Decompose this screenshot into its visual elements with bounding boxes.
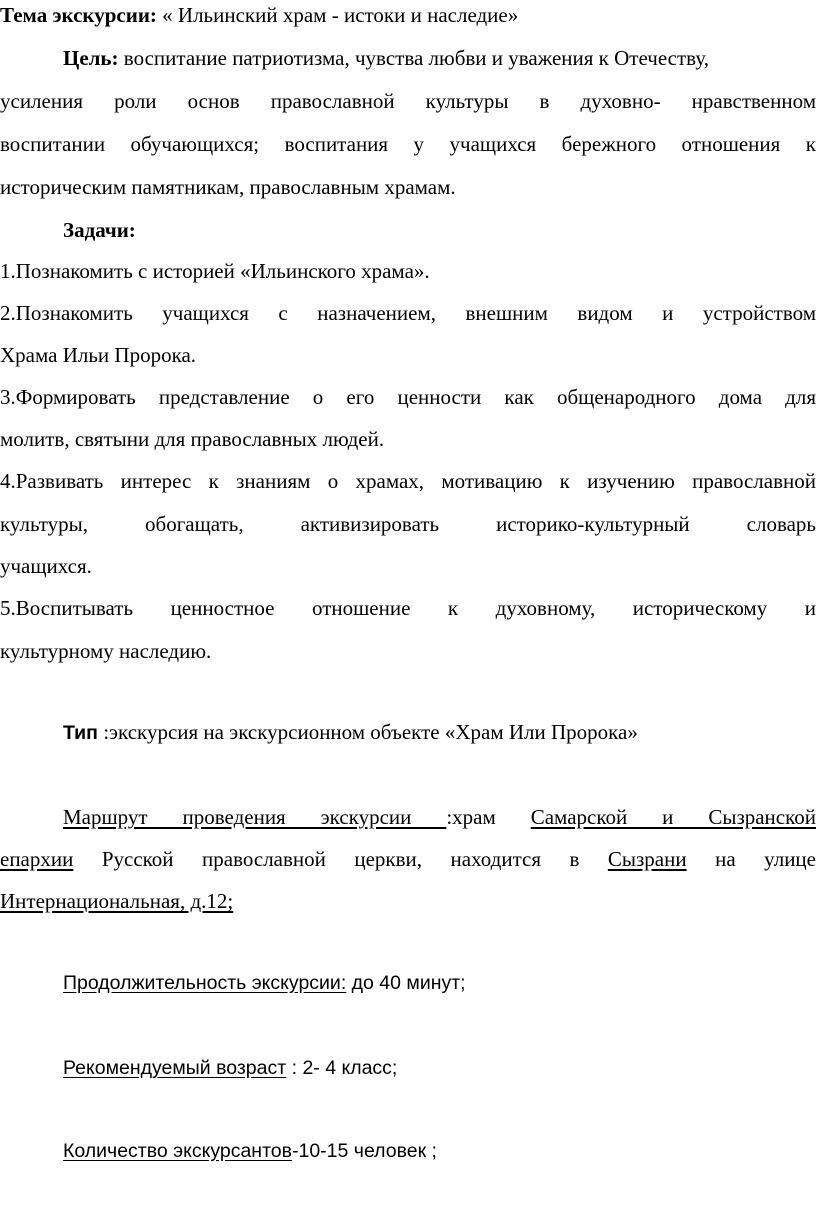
duration-line [63,970,816,996]
goal-text-1: воспитание патриотизма, чувства любви и уважения к Отечеству, [118,46,710,70]
route-line-1 [63,804,816,830]
tasks-heading: Задачи: [63,218,136,242]
count-value: -10-15 человек ; [292,1140,437,1162]
task-2-line-1: 2.Познакомить учащихся с назначением, внешним видом и устройством [0,301,816,325]
route-text-3: на улице [686,847,816,871]
age-label: Рекомендуемый возраст [63,1057,287,1079]
route-address-link[interactable]: Интернациональная, д.12; [0,889,234,913]
type-line [63,719,816,746]
count-label: Количество экскурсантов [63,1140,292,1162]
route-text-2: Русской православной церкви, находится в [73,847,608,871]
task-4-line-1: 4.Развивать интерес к знаниям о храмах, мотивацию к изучению православной [0,469,816,493]
route-city-link[interactable]: Сызрани [607,847,687,871]
theme-line [0,2,816,28]
age-line [63,1055,816,1081]
goal-line-4: историческим памятникам, православным храмам. [0,175,456,199]
task-3-line-1: 3.Формировать представление о его ценности как общенародного дома для [0,385,816,409]
type-label: Тип [63,722,98,744]
task-4-line-2: культуры, обогащать, активизировать историко-культурный словарь [0,512,816,536]
route-line-2 [0,846,816,872]
theme-label: Тема экскурсии: [0,3,157,27]
task-5-line-2: культурному наследию. [0,639,212,663]
task-5-line-1: 5.Воспитывать ценностное отношение к духовному, историческому и [0,596,816,620]
type-value: :экскурсия на экскурсионном объекте «Храм Или Пророка» [97,720,638,744]
task-3-line-2: молитв, святыни для православных людей. [0,427,385,451]
age-value: : 2- 4 класс; [286,1057,398,1079]
route-label: Маршрут проведения экскурсии [63,805,447,829]
task-2-line-2: Храма Ильи Пророка. [0,343,197,367]
route-diocese-link[interactable]: Самарской и Сызранской [530,805,816,829]
goal-line-1 [63,45,816,71]
goal-line-3: воспитании обучающихся; воспитания у учащихся бережного отношения к [0,132,816,156]
duration-label: Продолжительность экскурсии: [63,972,347,994]
route-eparchy-link[interactable]: епархии [0,847,74,871]
duration-value: до 40 минут; [346,972,466,994]
theme-value: « Ильинский храм - истоки и наследие» [156,3,519,27]
route-text-1: :храм [446,805,531,829]
task-4-line-3: учащихся. [0,554,92,578]
goal-label: Цель: [63,46,119,70]
route-line-3 [0,888,816,914]
count-line [63,1138,816,1164]
goal-line-2: усиления роли основ православной культуры в духовно- нравственном [0,89,816,113]
task-1: 1.Познакомить с историей «Ильинского храма». [0,259,430,283]
